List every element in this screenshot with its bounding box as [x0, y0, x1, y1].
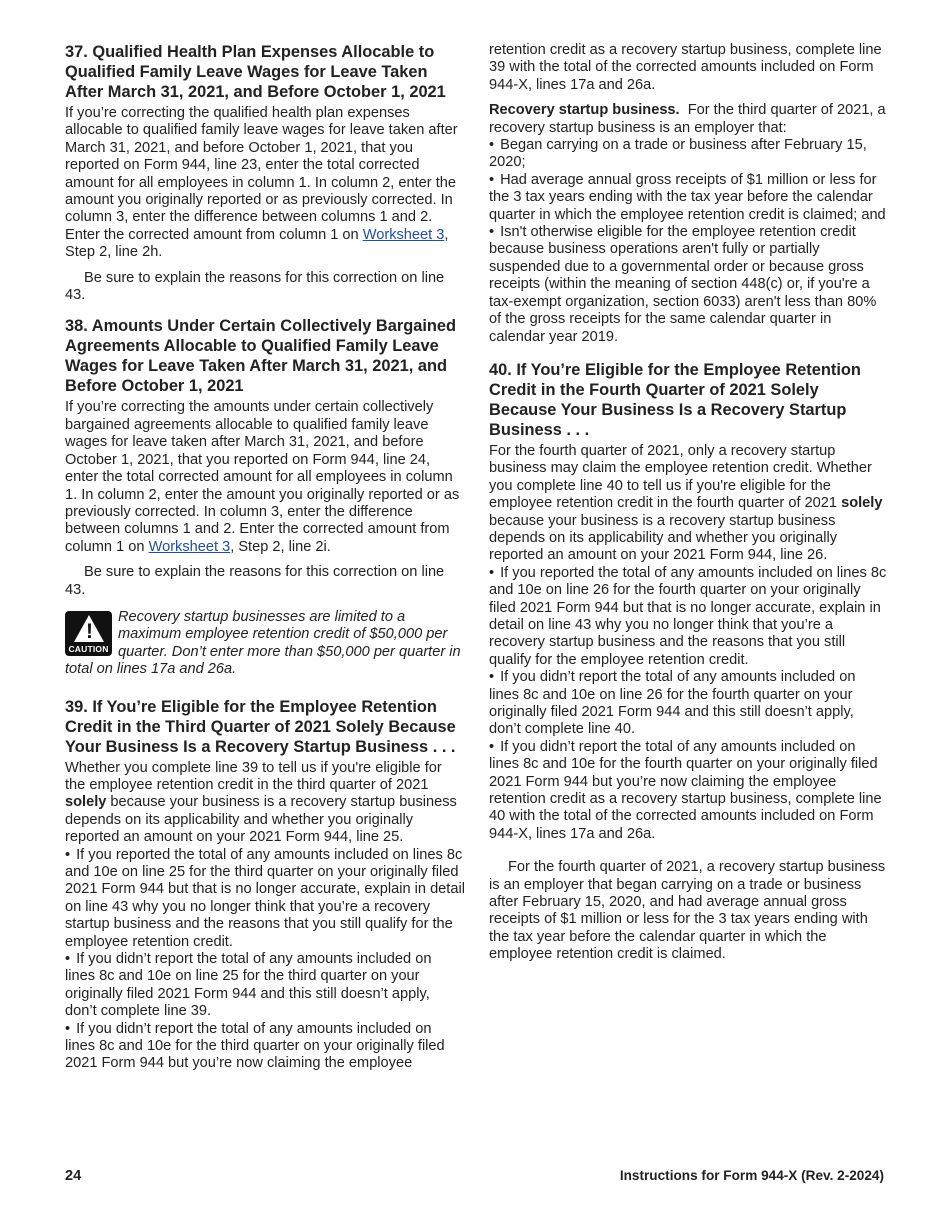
solely-emphasis: solely [65, 794, 107, 811]
section-39-intro-text: Whether you complete line 39 to tell us if you're eligible for the employee retention credit in the third quarter of 2021 [65, 759, 442, 793]
caution-note [65, 609, 465, 679]
section-38-text: If you’re correcting the amounts under certain collectively bargained agreements allocable to qualified family leave wages for leave taken after March 31, 2021, and before October 1, 2021, that you reported on Form 944, line 24, enter the total corrected amount for all employees in column 1. In column 2, enter the amount you originally reported or as previously corrected. In column 3, enter the difference between columns 1 and 2. Enter the corrected amount from column 1 on [65, 399, 460, 555]
section-39 [65, 697, 465, 1073]
right-column [489, 42, 889, 964]
section-37-text-end: , Step 2, line 2h. [65, 226, 449, 261]
caution-icon [65, 611, 112, 656]
section-40-bullet: • If you reported the total of any amounts included on lines 8c and 10e on line 26 for the fourth quarter on your originally filed 2021 Form 944 but that is no longer accurate, explain in detail on line 43 why you no longer think that you’re a recovery startup business and the reasons that you still qualify for the employee retention credit. [489, 565, 889, 669]
worksheet-3-link[interactable]: Worksheet 3 [362, 226, 445, 243]
section-39-continued: retention credit as a recovery startup business, complete line 39 with the total of the corrected amounts included on Form 944-X, lines 17a and 26a. [489, 42, 882, 93]
page-number: 24 [65, 1168, 82, 1184]
recovery-startup-intro [489, 102, 889, 137]
solely-emphasis: solely [841, 495, 883, 512]
recovery-startup-run-in: Recovery startup business. [489, 102, 680, 119]
section-37-text: If you’re correcting the qualified health plan expenses allocable to qualified family leave wages for leave taken after March 31, 2021, and before October 1, 2021, that you reported on Form 944, line 23, enter the total corrected amount for all employees in column 1. In column 2, enter the amount you originally reported or as previously corrected. In column 3, enter the difference between columns 1 and 2. Enter the corrected amount from column 1 on [65, 105, 458, 243]
section-38-body [65, 399, 465, 556]
section-38-explain: Be sure to explain the reasons for this correction on line 43. [65, 564, 445, 598]
recovery-startup-definition [489, 102, 889, 346]
exclamation-icon: ! [86, 619, 93, 643]
section-40-bullet: • If you didn’t report the total of any amounts included on lines 8c and 10e on line 26 for the fourth quarter on your originally filed 2021 Form 944 and this still doesn’t apply, don’t complete line 40. [489, 669, 889, 739]
caution-label: CAUTION [68, 643, 109, 654]
section-38-heading: 38. Amounts Under Certain Collectively Bargained Agreements Allocable to Qualified Family Leave Wages for Leave Taken After March 31, 2021, and Before October 1, 2021 [65, 317, 457, 396]
section-37 [65, 42, 465, 304]
section-40-intro-text-end: because your business is a recovery startup business depends on its applicability and whether you originally reported an amount on your 2021 Form 944, line 26. [489, 512, 838, 564]
section-40-bullet: • If you didn’t report the total of any amounts included on lines 8c and 10e for the fourth quarter on your originally filed 2021 Form 944 but you’re now claiming the employee retention credit as a recovery startup business, complete line 40 with the total of the corrected amounts included on Form 944-X, lines 17a and 26a. [489, 739, 889, 843]
section-38 [65, 316, 465, 598]
section-39-bullet: • If you didn’t report the total of any amounts included on lines 8c and 10e for the third quarter on your originally filed 2021 Form 944 but you’re now claiming the employee [65, 1021, 465, 1073]
section-40-intro [489, 443, 889, 565]
section-37-heading: 37. Qualified Health Plan Expenses Allocable to Qualified Family Leave Wages for Leave Taken After March 31, 2021, and Before October 1, 2021 [65, 43, 446, 101]
caution-text: Recovery startup businesses are limited to a maximum employee retention credit of $50,000 per quarter. Don’t enter more than $50,000 per quarter in total on lines 17a and 26a. [65, 608, 461, 678]
recovery-startup-text: For the third quarter of 2021, a recovery startup business is an employer that: [489, 102, 886, 136]
section-37-body [65, 105, 465, 262]
worksheet-3-link[interactable]: Worksheet 3 [148, 538, 231, 555]
section-40-closing: For the fourth quarter of 2021, a recovery startup business is an employer that began carrying on a trade or business after February 15, 2020, and had average annual gross receipts of $1 million or less for the 3 tax years ending with the tax year before the calendar quarter in which the employee retention credit is claimed. [489, 859, 886, 963]
recovery-startup-bullet: • Had average annual gross receipts of $1 million or less for the 3 tax years ending with the tax year before the calendar quarter in which the employee retention credit is claimed; and [489, 172, 889, 224]
recovery-startup-bullet: • Began carrying on a trade or business after February 15, 2020; [489, 137, 889, 172]
section-39-bullet: • If you reported the total of any amounts included on lines 8c and 10e on line 25 for the third quarter on your originally filed 2021 Form 944 but that is no longer accurate, explain in detail on line 43 why you no longer think that you’re a recovery startup business and the reasons that you still qualify for the employee retention credit. [65, 847, 465, 951]
section-39-heading: 39. If You’re Eligible for the Employee Retention Credit in the Third Quarter of 2021 Solely Because Your Business Is a Recovery Startup Business . . . [65, 697, 456, 756]
section-38-text-end: , Step 2, line 2i. [230, 538, 331, 555]
recovery-startup-bullet: • Isn't otherwise eligible for the employee retention credit because business operations aren't fully or partially suspended due to a governmental order or because gross receipts (within the meaning of section 448(c) or, if you're a tax-exempt organization, section 6033) aren't less than 80% of the gross receipts for the same calendar quarter in calendar year 2019. [489, 224, 889, 346]
document-title: Instructions for Form 944-X (Rev. 2-2024) [619, 1168, 884, 1183]
section-39-bullet: • If you didn’t report the total of any amounts included on lines 8c and 10e on line 25 for the third quarter on your originally filed 2021 Form 944 and this still doesn’t apply, don’t complete line 39. [65, 951, 465, 1021]
section-37-explain: Be sure to explain the reasons for this correction on line 43. [65, 269, 445, 304]
left-column [65, 42, 465, 1073]
section-40-intro-text: For the fourth quarter of 2021, only a recovery startup business may claim the employee retention credit. Whether you complete line 40 to tell us if you're eligible for the employee retention credit in the fourth quarter of 2021 [489, 442, 872, 512]
section-39-intro-text-end: because your business is a recovery startup business depends on its applicability and whether you originally reported an amount on your 2021 Form 944, line 25. [65, 794, 457, 846]
section-39-intro [65, 760, 465, 847]
section-40 [489, 360, 889, 964]
section-40-heading: 40. If You’re Eligible for the Employee Retention Credit in the Fourth Quarter of 2021 Solely Because Your Business Is a Recovery Startup Business . . . [489, 360, 861, 439]
